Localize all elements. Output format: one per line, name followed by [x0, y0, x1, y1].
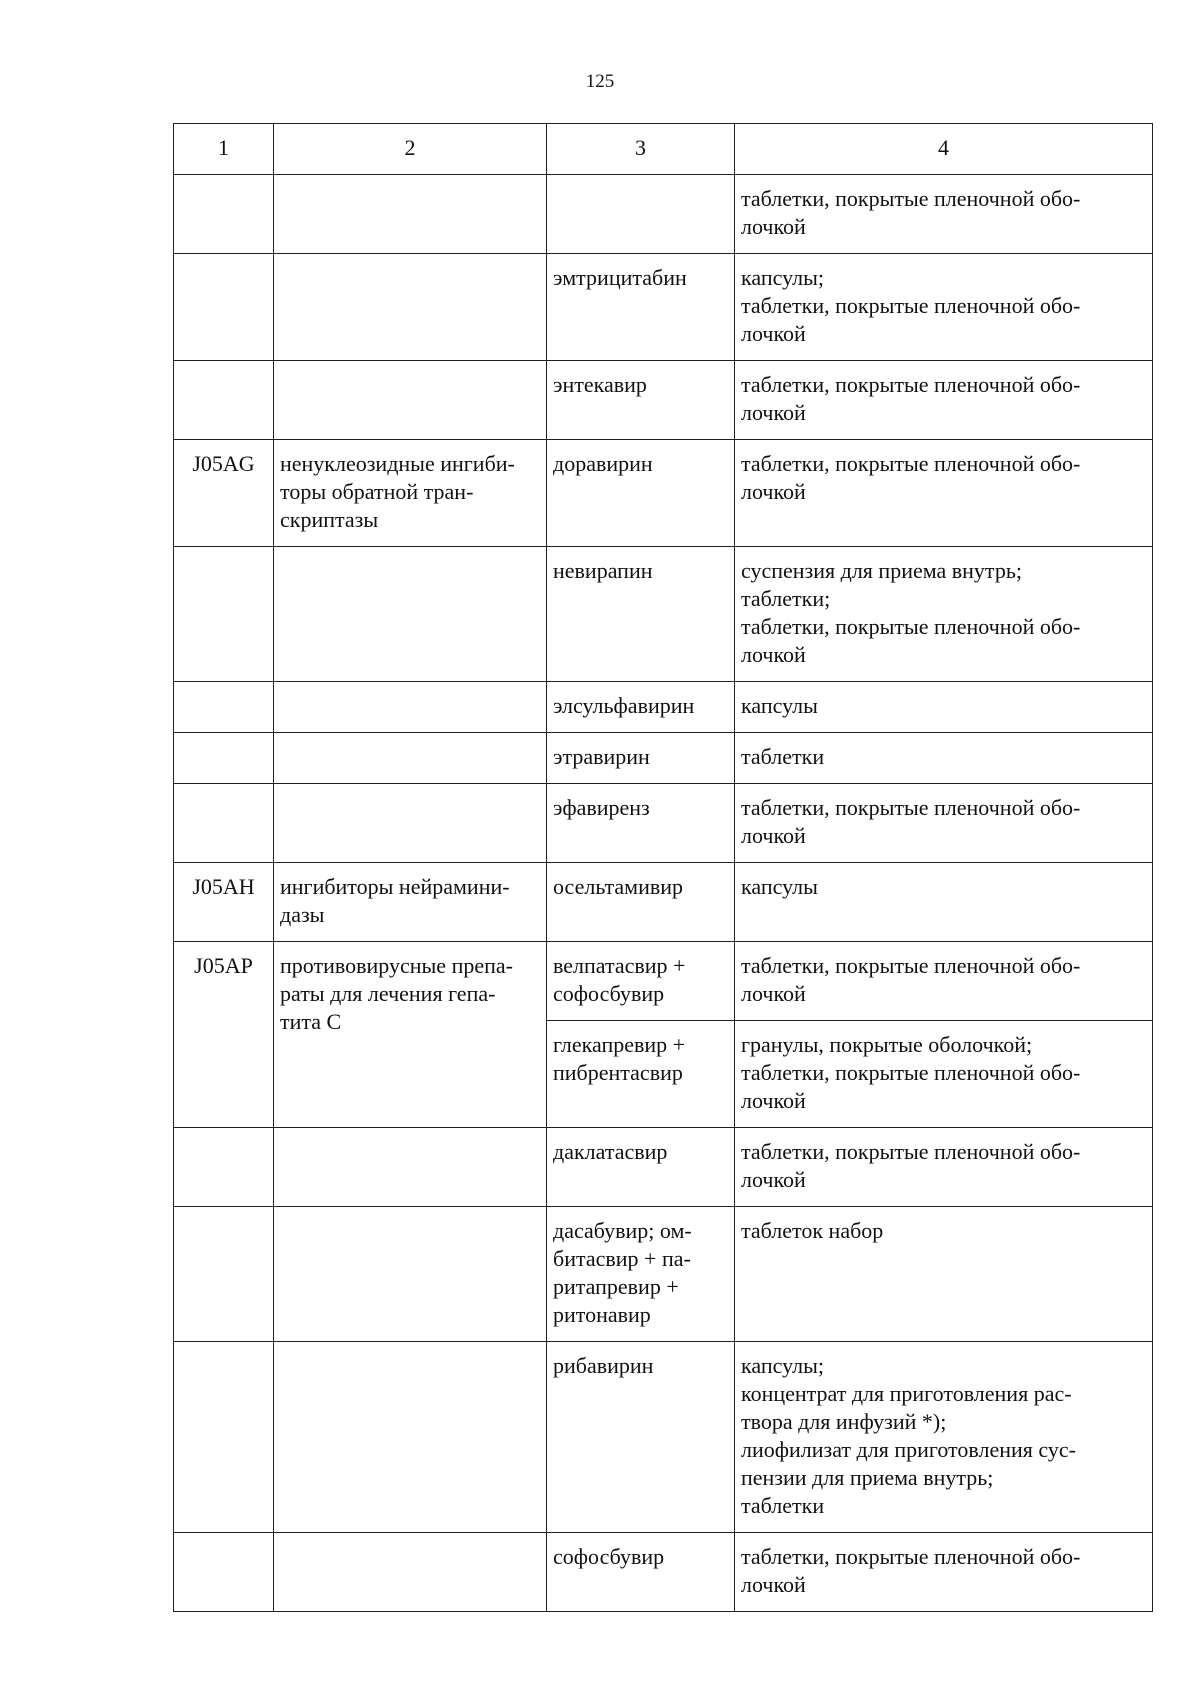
dosage-forms-cell — [735, 175, 1153, 254]
dosage-form-line: концентрат для приготовления рас- — [741, 1381, 1072, 1406]
table-row — [174, 942, 1153, 1021]
dosage-form-line: капсулы; — [741, 1353, 824, 1378]
dosage-form-line: таблетки — [741, 744, 825, 769]
group-name-cell — [274, 254, 547, 361]
dosage-form-line: твора для инфузий *); — [741, 1409, 947, 1434]
header-col-4: 4 — [735, 124, 1153, 175]
dosage-form-line: лочкой — [741, 981, 806, 1006]
table-row — [174, 440, 1153, 547]
drug-name-cell: осельтамивир — [547, 863, 735, 942]
dosage-form-line: капсулы — [741, 693, 818, 718]
dosage-forms-cell — [735, 1128, 1153, 1207]
dosage-form-line: лочкой — [741, 642, 806, 667]
atc-code-cell: J05AP — [174, 942, 274, 1128]
atc-code-cell — [174, 1342, 274, 1533]
dosage-form-line: таблетки, покрытые пленочной обо- — [741, 614, 1081, 639]
table-row — [174, 863, 1153, 942]
atc-code-cell — [174, 1533, 274, 1612]
dosage-forms-cell — [735, 682, 1153, 733]
dosage-form-line: суспензия для приема внутрь; — [741, 558, 1022, 583]
table-row — [174, 1533, 1153, 1612]
dosage-form-line: гранулы, покрытые оболочкой; — [741, 1032, 1033, 1057]
atc-code-cell — [174, 361, 274, 440]
table-row — [174, 254, 1153, 361]
dosage-forms-cell — [735, 784, 1153, 863]
group-name-cell — [274, 784, 547, 863]
group-name-cell — [274, 547, 547, 682]
atc-code-cell — [174, 784, 274, 863]
dosage-form-line: таблетки — [741, 1493, 825, 1518]
dosage-forms-cell — [735, 440, 1153, 547]
dosage-form-line: лочкой — [741, 823, 806, 848]
group-name-cell: противовирусные препа- раты для лечения гепа- тита С — [274, 942, 547, 1128]
dosage-forms-cell — [735, 1533, 1153, 1612]
group-name-cell — [274, 1128, 547, 1207]
dosage-form-line: лочкой — [741, 479, 806, 504]
dosage-form-line: лочкой — [741, 321, 806, 346]
dosage-form-line: таблетки, покрытые пленочной обо- — [741, 372, 1081, 397]
drug-name-cell: этравирин — [547, 733, 735, 784]
drug-name-cell: рибавирин — [547, 1342, 735, 1533]
atc-code-cell — [174, 682, 274, 733]
header-col-2: 2 — [274, 124, 547, 175]
drug-name-cell: дасабувир; ом- битасвир + па- ритапревир + ритонавир — [547, 1207, 735, 1342]
drug-name-cell: глекапревир + пибрентасвир — [547, 1021, 735, 1128]
dosage-form-line: таблетки, покрытые пленочной обо- — [741, 293, 1081, 318]
group-name-cell — [274, 733, 547, 784]
group-name-cell: ингибиторы нейрамини- дазы — [274, 863, 547, 942]
table-row — [174, 1128, 1153, 1207]
atc-code-cell — [174, 1207, 274, 1342]
dosage-form-line: лочкой — [741, 1088, 806, 1113]
dosage-form-line: капсулы; — [741, 265, 824, 290]
group-name-cell — [274, 1533, 547, 1612]
atc-code-cell — [174, 175, 274, 254]
dosage-form-line: таблетки, покрытые пленочной обо- — [741, 795, 1081, 820]
dosage-forms-cell — [735, 863, 1153, 942]
dosage-forms-cell — [735, 942, 1153, 1021]
drug-name-cell — [547, 175, 735, 254]
drug-name-cell: велпатасвир + софосбувир — [547, 942, 735, 1021]
header-row — [174, 124, 1153, 175]
table-body — [174, 175, 1153, 1612]
dosage-forms-cell — [735, 733, 1153, 784]
dosage-forms-cell — [735, 254, 1153, 361]
group-name-cell — [274, 1207, 547, 1342]
group-name-cell — [274, 1342, 547, 1533]
dosage-form-line: лиофилизат для приготовления сус- — [741, 1437, 1076, 1462]
drug-name-cell: софосбувир — [547, 1533, 735, 1612]
dosage-form-line: таблетки, покрытые пленочной обо- — [741, 451, 1081, 476]
dosage-forms-cell — [735, 361, 1153, 440]
table-row — [174, 784, 1153, 863]
dosage-forms-cell — [735, 1021, 1153, 1128]
dosage-form-line: таблетки, покрытые пленочной обо- — [741, 1544, 1081, 1569]
atc-code-cell — [174, 1128, 274, 1207]
dosage-form-line: лочкой — [741, 1572, 806, 1597]
drug-name-cell: энтекавир — [547, 361, 735, 440]
atc-code-cell — [174, 254, 274, 361]
table-row — [174, 733, 1153, 784]
drug-name-cell: элсульфавирин — [547, 682, 735, 733]
drug-table — [173, 123, 1153, 1612]
atc-code-cell: J05AG — [174, 440, 274, 547]
dosage-form-line: лочкой — [741, 214, 806, 239]
group-name-cell: ненуклеозидные ингиби- торы обратной тран- скриптазы — [274, 440, 547, 547]
dosage-form-line: таблеток набор — [741, 1218, 884, 1243]
table-row — [174, 175, 1153, 254]
dosage-form-line: таблетки, покрытые пленочной обо- — [741, 186, 1081, 211]
dosage-form-line: лочкой — [741, 1167, 806, 1192]
dosage-form-line: пензии для приема внутрь; — [741, 1465, 994, 1490]
group-name-cell — [274, 682, 547, 733]
drug-name-cell: эмтрицитабин — [547, 254, 735, 361]
dosage-forms-cell — [735, 547, 1153, 682]
drug-name-cell: доравирин — [547, 440, 735, 547]
dosage-form-line: таблетки, покрытые пленочной обо- — [741, 1060, 1081, 1085]
table-row — [174, 1342, 1153, 1533]
atc-code-cell: J05AH — [174, 863, 274, 942]
table-row — [174, 361, 1153, 440]
dosage-form-line: таблетки; — [741, 586, 831, 611]
atc-code-cell — [174, 733, 274, 784]
table-row — [174, 547, 1153, 682]
drug-name-cell: невирапин — [547, 547, 735, 682]
drug-name-cell: эфавиренз — [547, 784, 735, 863]
drug-name-cell: даклатасвир — [547, 1128, 735, 1207]
dosage-form-line: лочкой — [741, 400, 806, 425]
dosage-form-line: таблетки, покрытые пленочной обо- — [741, 953, 1081, 978]
header-col-3: 3 — [547, 124, 735, 175]
group-name-cell — [274, 175, 547, 254]
atc-code-cell — [174, 547, 274, 682]
group-name-cell — [274, 361, 547, 440]
dosage-form-line: таблетки, покрытые пленочной обо- — [741, 1139, 1081, 1164]
page-number: 125 — [585, 71, 615, 92]
dosage-forms-cell — [735, 1342, 1153, 1533]
dosage-form-line: капсулы — [741, 874, 818, 899]
header-col-1: 1 — [174, 124, 274, 175]
table-row — [174, 682, 1153, 733]
dosage-forms-cell — [735, 1207, 1153, 1342]
table-row — [174, 1207, 1153, 1342]
